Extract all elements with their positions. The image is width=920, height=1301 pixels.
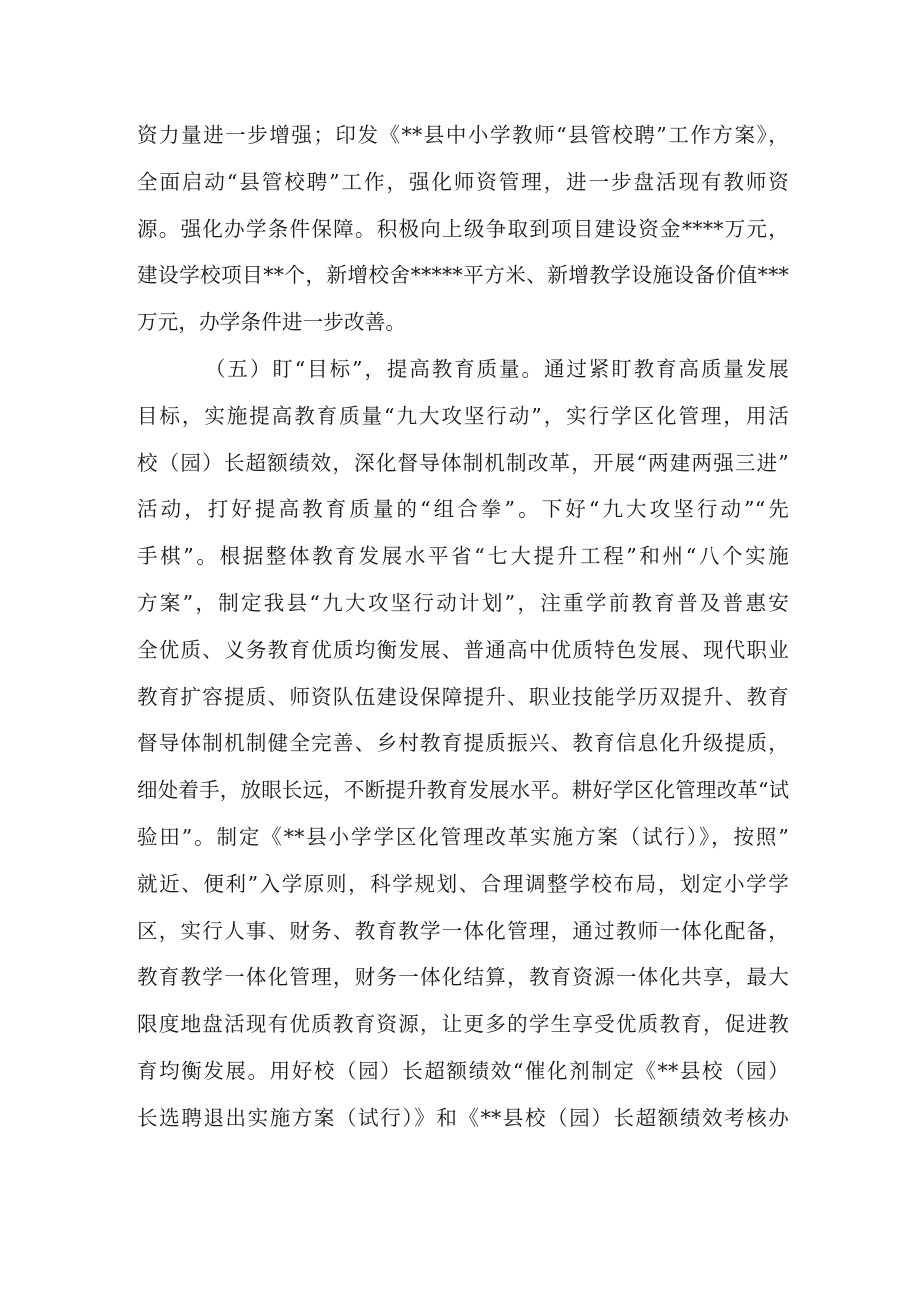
section-heading-line: （五）盯“目标”，提高教育质量。通过紧盯教育高质量发展	[205, 356, 789, 381]
text-line: 活动，打好提高教育质量的“组合拳”。下好“九大攻坚行动”“先	[137, 497, 789, 522]
text-line: 目标，实施提高教育质量“九大攻坚行动”，实行学区化管理，用活	[137, 403, 789, 428]
text-line: 限度地盘活现有优质教育资源，让更多的学生享受优质教育，促进教	[137, 1012, 789, 1037]
text-line: 资力量进一步增强；印发《**县中小学教师“县管校聘”工作方案》，	[137, 123, 789, 147]
body-text	[137, 112, 789, 1142]
text-line: 就近、便利”入学原则，科学规划、合理调整学校布局，划定小学学	[137, 871, 789, 896]
text-line: 校（园）长超额绩效，深化督导体制机制改革，开展“两建两强三进”	[137, 450, 789, 475]
text-line: 建设学校项目**个，新增校舍*****平方米、新增教学设施设备价值***	[137, 263, 789, 288]
text-line: 教育扩容提质、师资队伍建设保障提升、职业技能学历双提升、教育	[137, 684, 789, 709]
text-line: 验田”。制定《**县小学学区化管理改革实施方案（试行）》，按照”	[137, 824, 789, 849]
text-line: 源。强化办学条件保障。积极向上级争取到项目建设资金****万元，	[137, 216, 789, 241]
text-line: 育均衡发展。用好校（园）长超额绩效“催化剂制定《**县校（园）	[137, 1058, 789, 1083]
text-line: 长选聘退出实施方案（试行）》和《**县校（园）长超额绩效考核办	[137, 1105, 789, 1130]
text-line: 方案”，制定我县“九大攻坚行动计划”，注重学前教育普及普惠安	[137, 590, 789, 615]
text-line: 细处着手，放眼长远，不断提升教育发展水平。耕好学区化管理改革“试	[137, 778, 790, 803]
text-line: 全面启动“县管校聘”工作，强化师资管理，进一步盘活现有教师资	[137, 169, 789, 194]
text-line: 教育教学一体化管理，财务一体化结算，教育资源一体化共享，最大	[137, 965, 789, 990]
text-line: 督导体制机制健全完善、乡村教育提质振兴、教育信息化升级提质，	[137, 731, 789, 756]
text-line: 手棋”。根据整体教育发展水平省“七大提升工程”和州“八个实施	[137, 544, 789, 569]
text-line: 区，实行人事、财务、教育教学一体化管理，通过教师一体化配备，	[137, 918, 789, 943]
text-line: 万元，办学条件进一步改善。	[137, 310, 407, 335]
text-line: 全优质、义务教育优质均衡发展、普通高中优质特色发展、现代职业	[137, 637, 789, 662]
